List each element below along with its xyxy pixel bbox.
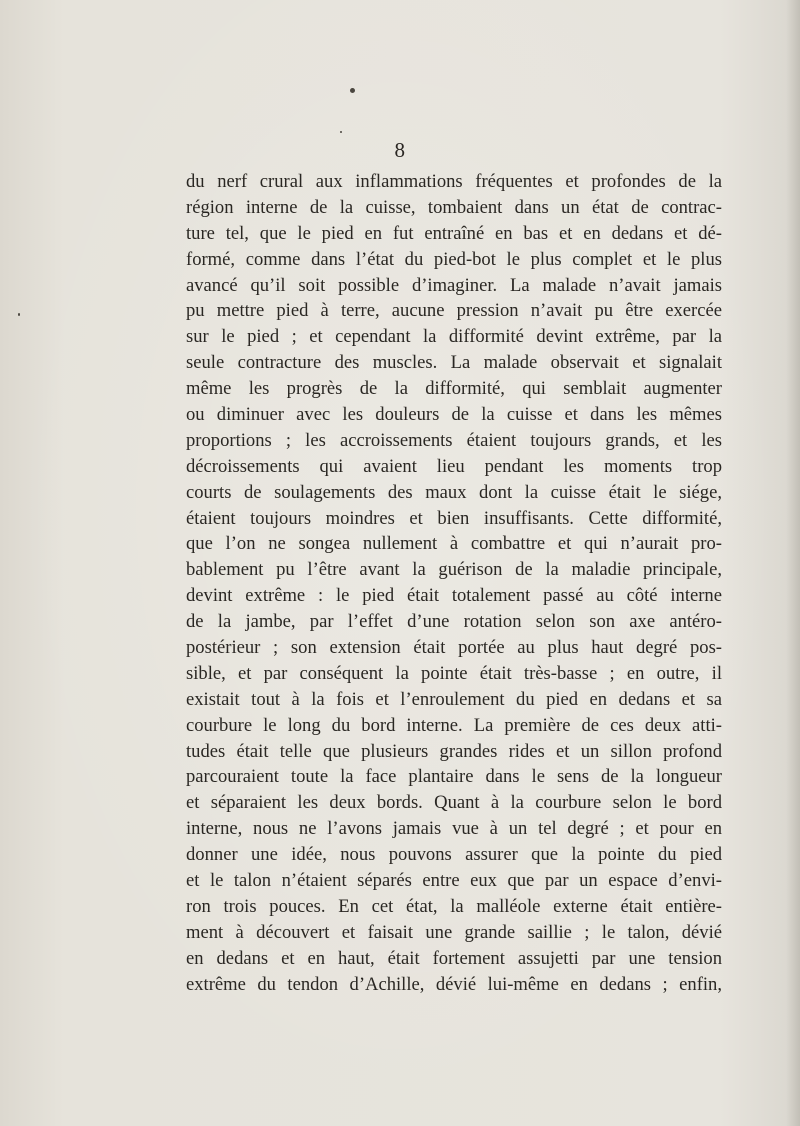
text-line: étaient toujours moindres et bien insuffisants. Cette difformité, <box>186 507 722 529</box>
text-line: du nerf crural aux inflammations fréquentes et profondes de la <box>186 171 722 192</box>
text-line: et séparaient les deux bords. Quant à la courbure selon le bord <box>186 792 722 814</box>
text-line: décroissements qui avaient lieu pendant les moments trop <box>186 455 722 477</box>
ink-speck <box>340 131 342 133</box>
text-line: avancé qu’il soit possible d’imaginer. La malade n’avait jamais <box>186 274 722 296</box>
text-line: courts de soulagements des maux dont la cuisse était le siége, <box>186 481 722 503</box>
text-line: même les progrès de la difformité, qui semblait augmenter <box>186 378 722 400</box>
text-line: bablement pu l’être avant la guérison de la maladie principale, <box>186 559 722 581</box>
text-line: devint extrême : le pied était totalement passé au côté interne <box>186 585 722 607</box>
text-line: de la jambe, par l’effet d’une rotation selon son axe antéro- <box>186 611 722 633</box>
text-line: postérieur ; son extension était portée au plus haut degré pos- <box>186 637 722 659</box>
page-edge-shadow <box>786 0 800 1126</box>
text-line: donner une idée, nous pouvons assurer que la pointe du pied <box>186 844 722 866</box>
ink-speck <box>350 88 355 93</box>
text-line: ou diminuer avec les douleurs de la cuisse et dans les mêmes <box>186 404 722 426</box>
text-line: que l’on ne songea nullement à combattre et qui n’aurait pro- <box>186 533 722 555</box>
text-line: formé, comme dans l’état du pied-bot le plus complet et le plus <box>186 248 722 270</box>
page-body-text <box>186 169 722 998</box>
text-line: ron trois pouces. En cet état, la malléole externe était entière- <box>186 895 722 917</box>
text-line: courbure le long du bord interne. La première de ces deux atti- <box>186 714 722 736</box>
text-line: existait tout à la fois et l’enroulement du pied en dedans et sa <box>186 688 722 710</box>
text-line: tudes était telle que plusieurs grandes rides et un sillon profond <box>186 740 722 762</box>
text-line: seule contracture des muscles. La malade observait et signalait <box>186 352 722 374</box>
text-line: sible, et par conséquent la pointe était très-basse ; en outre, il <box>186 662 722 684</box>
text-line: pu mettre pied à terre, aucune pression n’avait pu être exercée <box>186 300 722 322</box>
ink-speck <box>18 313 20 316</box>
text-line: interne, nous ne l’avons jamais vue à un tel degré ; et pour en <box>186 818 722 840</box>
text-line: en dedans et en haut, était fortement assujetti par une tension <box>186 947 722 969</box>
text-line: et le talon n’étaient séparés entre eux que par un espace d’envi- <box>186 870 722 892</box>
text-line: sur le pied ; et cependant la difformité devint extrême, par la <box>186 326 722 348</box>
text-line: proportions ; les accroissements étaient toujours grands, et les <box>186 429 722 451</box>
text-line: ture tel, que le pied en fut entraîné en bas et en dedans et dé- <box>186 222 722 244</box>
text-line: extrême du tendon d’Achille, dévié lui-même en dedans ; enfin, <box>186 973 722 995</box>
text-line: région interne de la cuisse, tombaient dans un état de contrac- <box>186 196 722 218</box>
text-line: ment à découvert et faisait une grande saillie ; le talon, dévié <box>186 921 722 943</box>
text-line: parcouraient toute la face plantaire dans le sens de la longueur <box>186 766 722 788</box>
page-number: 8 <box>394 138 406 162</box>
